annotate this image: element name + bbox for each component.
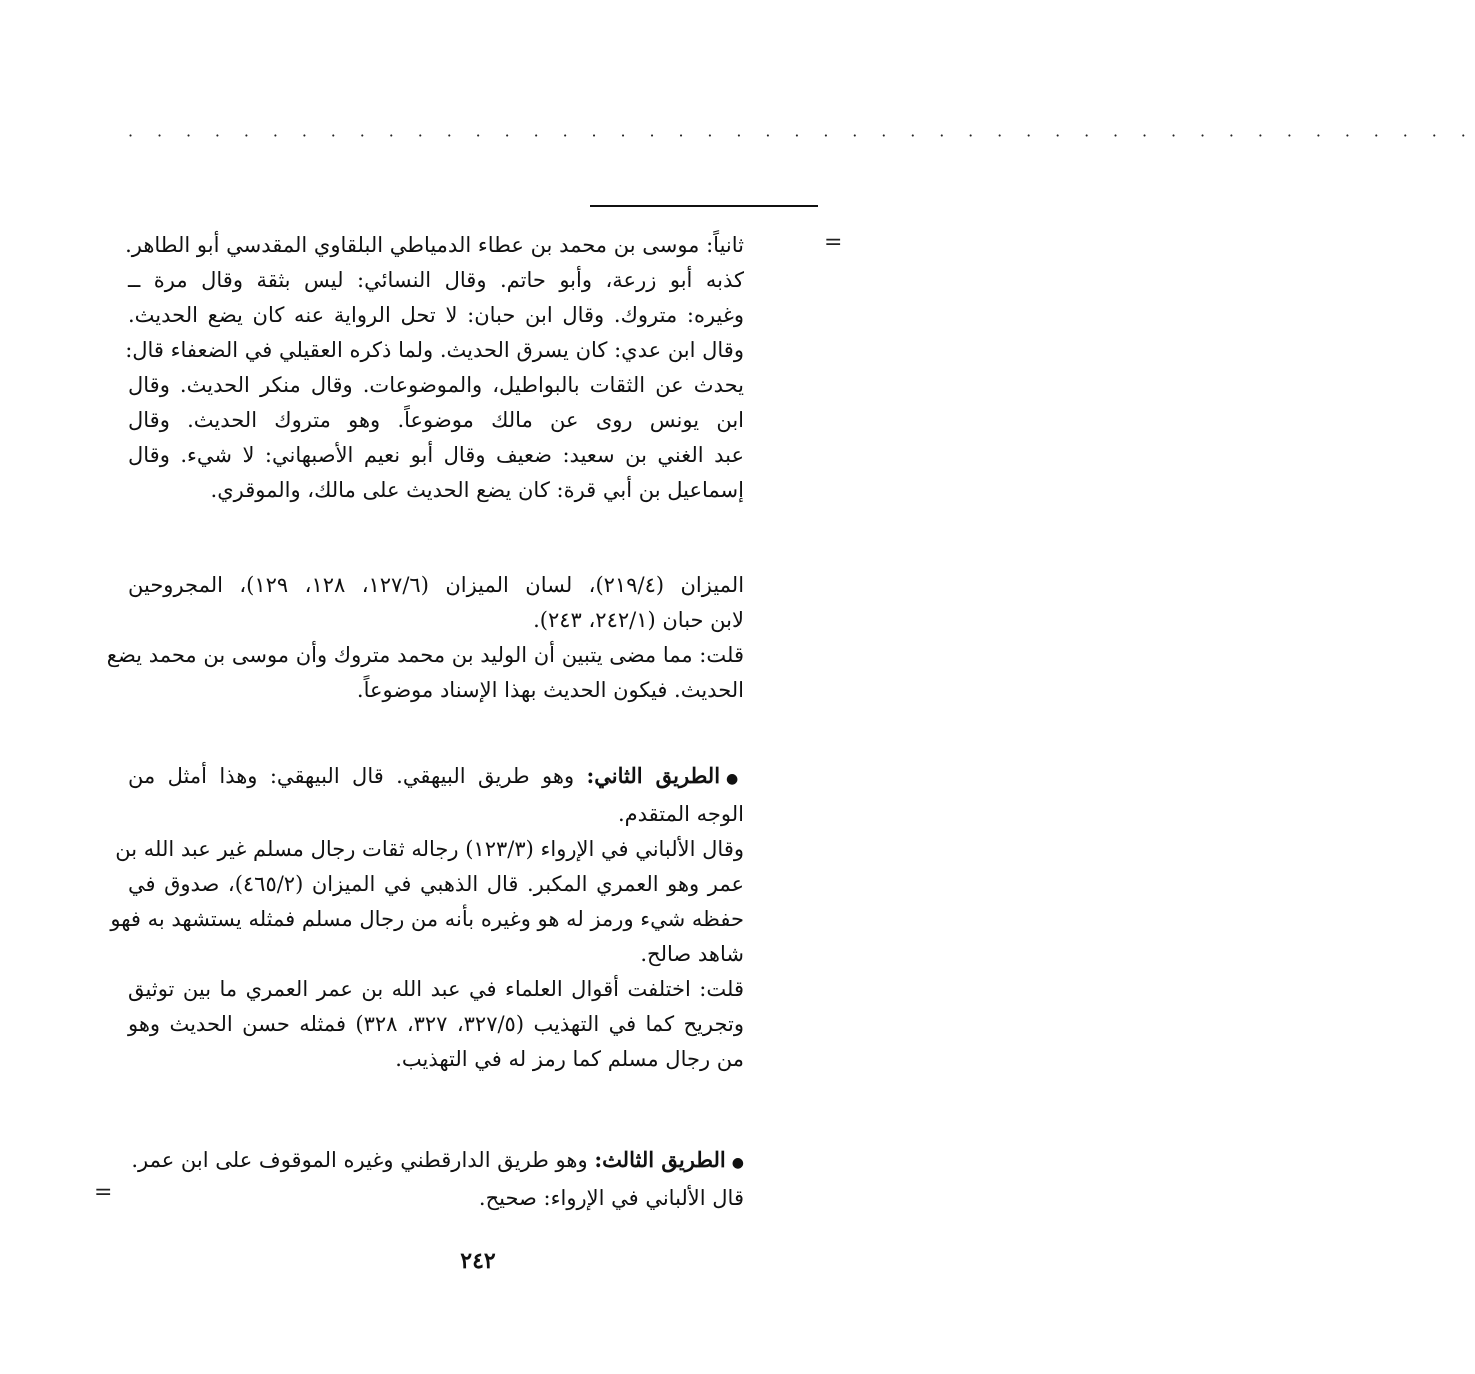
- dotted-separator: · · · · · · · · · · · · · · · · · · · · · · · · · · · · · · · · · · · · · · · · · · · · · · ·: [128, 126, 1475, 145]
- text-line: شاهد صالح.: [640, 942, 744, 966]
- section-heading: الطريق الثالث:: [594, 1147, 726, 1172]
- text-line: وتجريح كما في التهذيب (٣٢٧/٥، ٣٢٧، ٣٢٨) فمثله حسن الحديث وهو: [128, 1012, 744, 1036]
- text-line: وقال ابن عدي: كان يسرق الحديث. ولما ذكره العقيلي في الضعفاء قال:: [125, 338, 744, 362]
- third-path-section: [128, 1142, 744, 1216]
- text-line: [128, 1142, 744, 1181]
- text-segment: وهو طريق الدارقطني وغيره الموقوف على ابن عمر.: [131, 1148, 588, 1172]
- text-line: قال الألباني في الإرواء: صحيح.: [478, 1186, 744, 1210]
- text-segment: وهو طريق البيهقي. قال البيهقي: وهذا أمثل من: [128, 764, 575, 788]
- text-line: كذبه أبو زرعة، وأبو حاتم. وقال النسائي: ليس بثقة وقال مرة ــ: [128, 268, 744, 292]
- text-line: وقال الألباني في الإرواء (١٢٣/٣) رجاله ثقات رجال مسلم غير عبد الله بن: [115, 837, 744, 861]
- continuation-mark-bottom: =: [94, 1180, 113, 1205]
- second-path-section: [110, 758, 744, 1077]
- text-line: حفظه شيء ورمز له هو وغيره بأنه من رجال مسلم فمثله يستشهد به فهو: [110, 907, 744, 931]
- text-line: من رجال مسلم كما رمز له في التهذيب.: [395, 1047, 744, 1071]
- continuation-mark-top: =: [824, 230, 843, 255]
- text-line: عمر وهو العمري المكبر. قال الذهبي في الميزان (٤٦٥/٢)، صدوق في: [128, 872, 744, 896]
- text-line: قلت: مما مضى يتبين أن الوليد بن محمد متروك وأن موسى بن محمد يضع: [106, 643, 744, 667]
- bullet-icon: ●: [731, 1155, 744, 1171]
- text-line: قلت: اختلفت أقوال العلماء في عبد الله بن عمر العمري ما بين توثيق: [128, 977, 744, 1001]
- text-line: [128, 758, 744, 797]
- text-line: إسماعيل بن أبي قرة: كان يضع الحديث على مالك، والموقري.: [210, 478, 744, 502]
- page-number: ٢٤٢: [460, 1248, 496, 1274]
- text-line: الوجه المتقدم.: [617, 802, 744, 826]
- sources-paragraph: [106, 568, 745, 708]
- text-line: ثانياً: موسى بن محمد بن عطاء الدمياطي البلقاوي المقدسي أبو الطاهر.: [125, 233, 744, 257]
- text-line: لابن حبان (٢٤٢/١، ٢٤٣).: [533, 608, 744, 632]
- text-line: الحديث. فيكون الحديث بهذا الإسناد موضوعاً.: [356, 678, 744, 702]
- text-line: ابن يونس روى عن مالك موضوعاً. وهو متروك الحديث. وقال: [128, 408, 744, 432]
- footnote-rule: [590, 205, 818, 207]
- bullet-icon: ●: [726, 771, 744, 787]
- text-line: يحدث عن الثقات بالبواطيل، والموضوعات. وقال منكر الحديث. وقال: [128, 373, 744, 397]
- text-line: وغيره: متروك. وقال ابن حبان: لا تحل الرواية عنه كان يضع الحديث.: [128, 303, 744, 327]
- narrator-paragraph: [125, 228, 744, 546]
- text-line: عبد الغني بن سعيد: ضعيف وقال أبو نعيم الأصبهاني: لا شيء. وقال: [128, 443, 744, 467]
- text-line: الميزان (٢١٩/٤)، لسان الميزان (١٢٧/٦، ١٢٨، ١٢٩)، المجروحين: [128, 573, 745, 597]
- section-heading: الطريق الثاني:: [586, 763, 721, 788]
